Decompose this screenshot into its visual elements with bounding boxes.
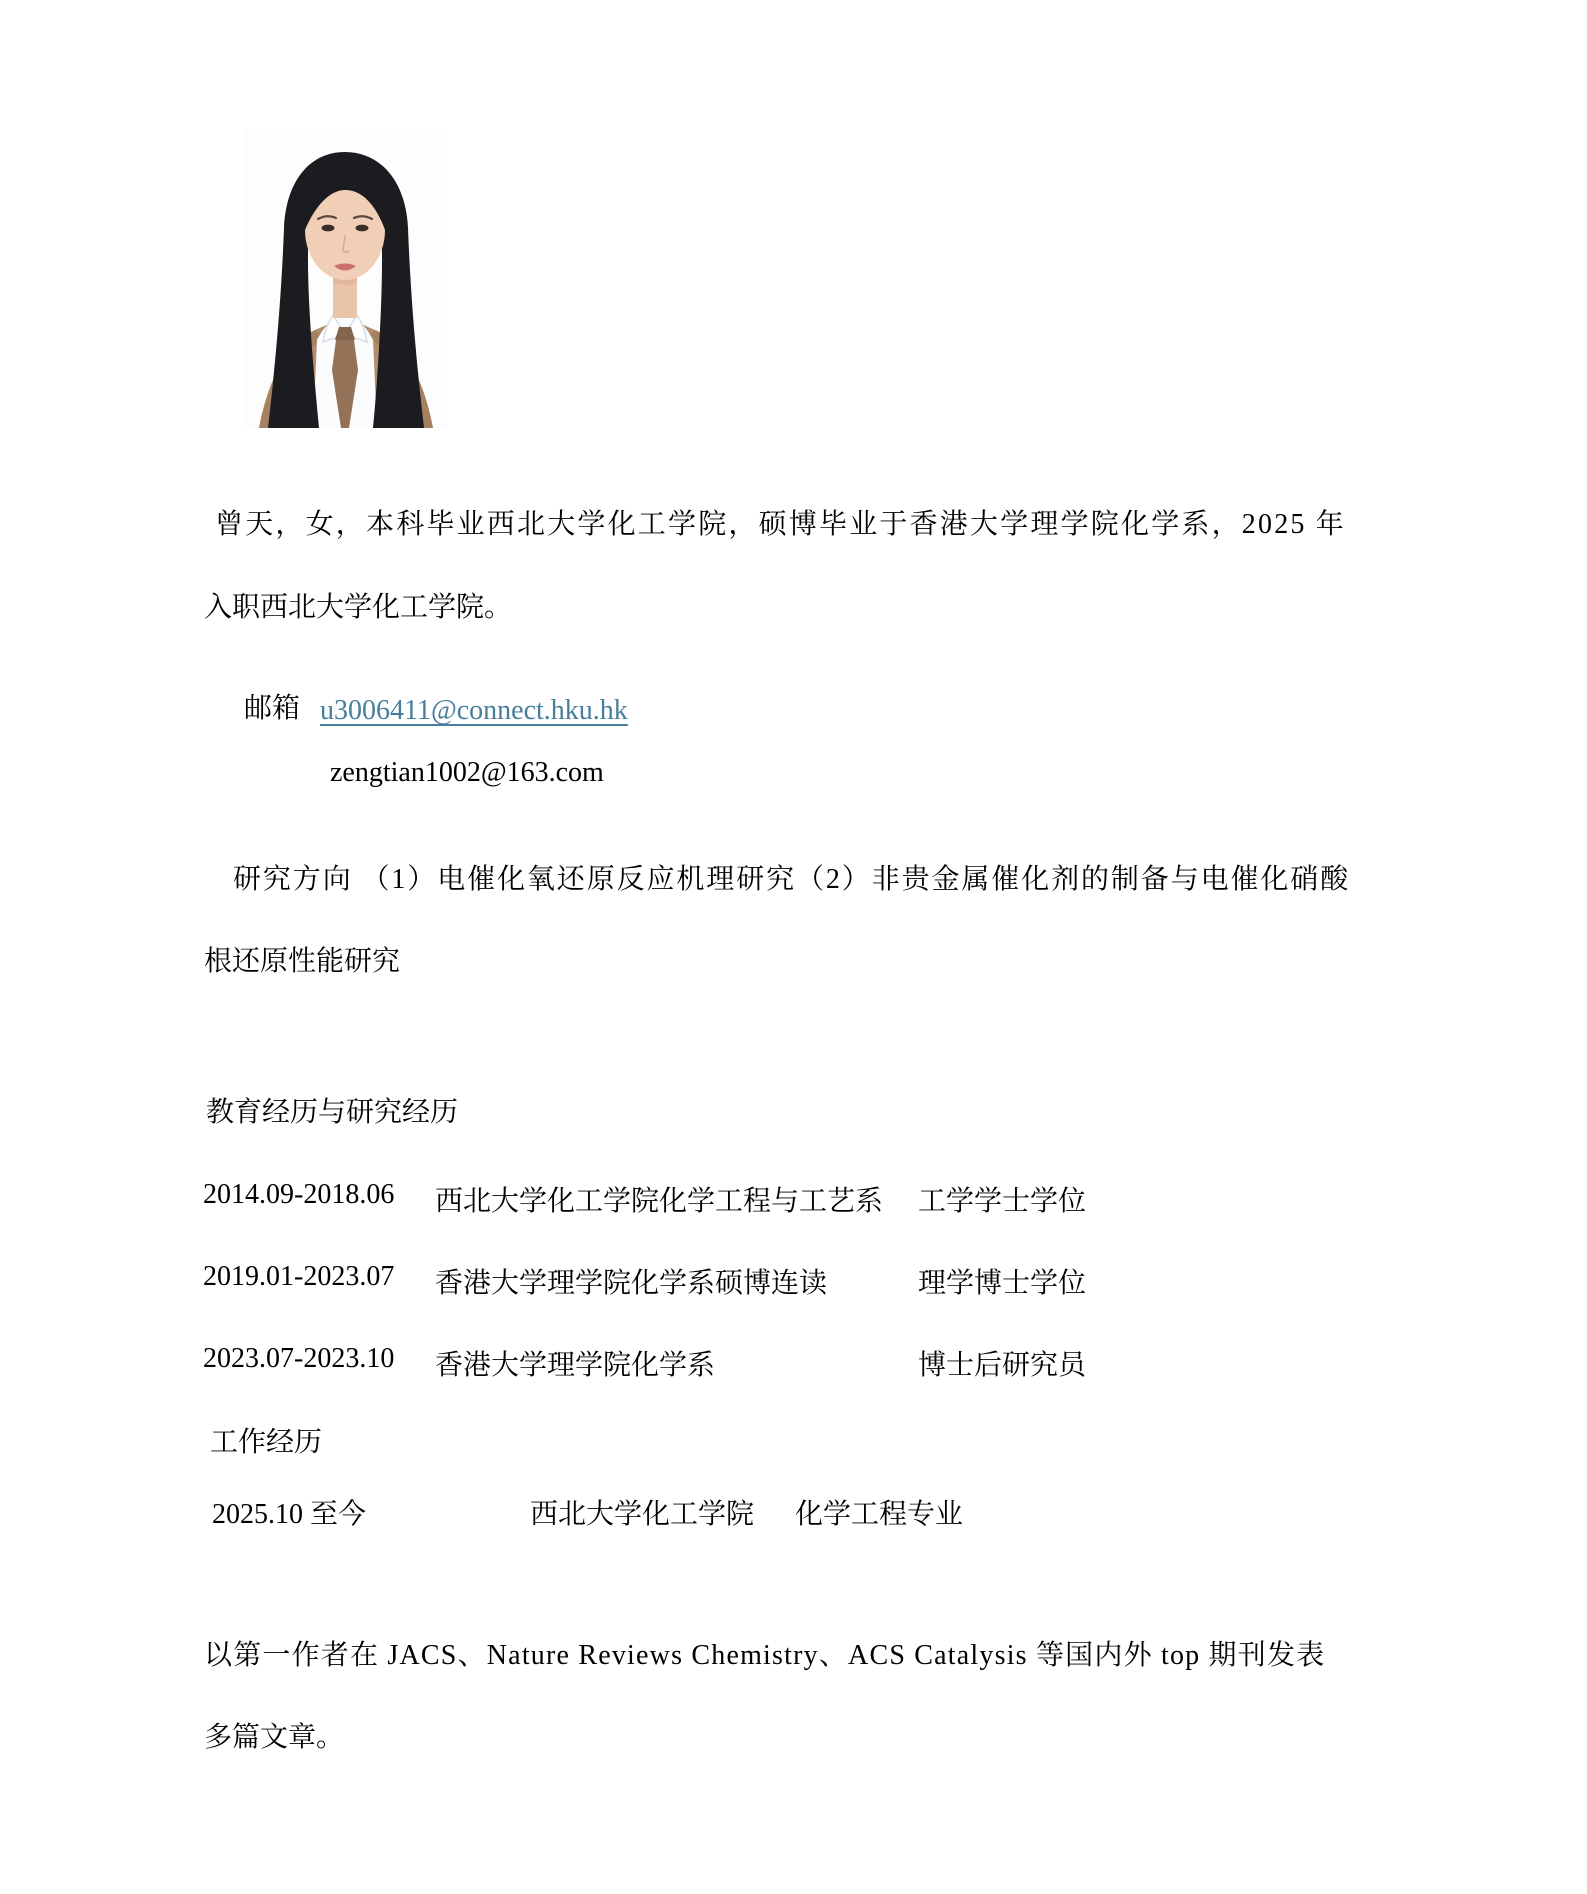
intro-line-1: 曾天，女，本科毕业西北大学化工学院，硕博毕业于香港大学理学院化学系，2025 年: [215, 509, 1347, 540]
email-secondary: zengtian1002@163.com: [330, 757, 604, 788]
publications-line-2: 多篇文章。: [204, 1722, 345, 1753]
research-direction-line-2: 根还原性能研究: [204, 946, 401, 977]
portrait-photo: [245, 128, 448, 428]
education-degree: 工学学士学位: [918, 1186, 1087, 1217]
education-row: [0, 1179, 1587, 1219]
education-institution: 香港大学理学院化学系: [435, 1350, 716, 1381]
education-row: [0, 1343, 1587, 1383]
education-period: 2023.07-2023.10: [203, 1343, 395, 1374]
work-row: [0, 1492, 1587, 1532]
intro-line-2: 入职西北大学化工学院。: [204, 592, 513, 623]
research-direction-line-1: 研究方向 （1）电催化氧还原反应机理研究（2）非贵金属催化剂的制备与电催化硝酸: [233, 864, 1351, 895]
education-heading: 教育经历与研究经历: [206, 1097, 459, 1128]
work-detail: 化学工程专业: [795, 1499, 964, 1530]
education-institution: 香港大学理学院化学系硕博连读: [435, 1268, 828, 1299]
work-heading: 工作经历: [210, 1427, 323, 1458]
education-row: [0, 1261, 1587, 1301]
email-label: 邮箱: [244, 693, 301, 724]
work-period: 2025.10 至今: [212, 1499, 367, 1530]
education-degree: 理学博士学位: [918, 1268, 1087, 1299]
education-institution: 西北大学化工学院化学工程与工艺系: [435, 1186, 884, 1217]
education-degree: 博士后研究员: [918, 1350, 1087, 1381]
portrait-photo-svg: [245, 128, 448, 428]
email-primary: [320, 695, 628, 727]
education-period: 2014.09-2018.06: [203, 1179, 395, 1210]
work-institution: 西北大学化工学院: [530, 1499, 755, 1530]
email-primary-link[interactable]: u3006411@connect.hku.hk: [320, 695, 628, 726]
publications-line-1: 以第一作者在 JACS、Nature Reviews Chemistry、ACS Catalysis 等国内外 top 期刊发表: [204, 1640, 1326, 1671]
education-period: 2019.01-2023.07: [203, 1261, 395, 1292]
